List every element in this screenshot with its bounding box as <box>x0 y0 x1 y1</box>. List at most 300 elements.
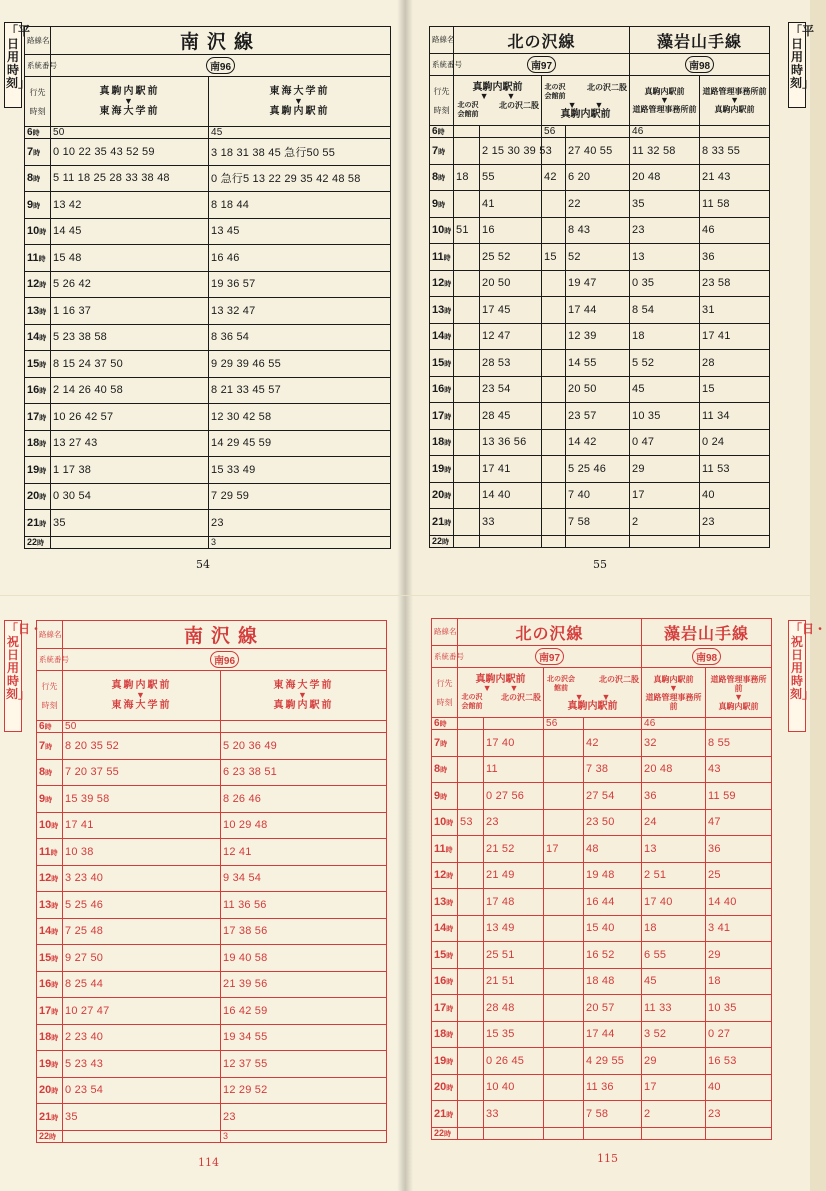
minutes-cell: 13 32 47 <box>209 298 391 325</box>
hour-row <box>37 865 387 892</box>
hour-suffix: 時 <box>446 926 454 934</box>
minutes-cell: 7 38 <box>584 756 642 783</box>
hour-value: 6 <box>434 718 440 729</box>
hour-cell <box>430 509 454 536</box>
hour-suffix: 時 <box>445 846 453 854</box>
hour-suffix: 時 <box>45 770 53 778</box>
minutes-cell: 10 35 <box>630 403 700 430</box>
hour-suffix: 時 <box>39 308 47 316</box>
minutes-cell: 16 46 <box>209 245 391 272</box>
minutes-cell: 50 <box>51 127 209 139</box>
minutes-cell: 47 <box>706 809 772 836</box>
minutes-cell: 17 <box>544 836 584 863</box>
page-number: 115 <box>597 1152 618 1165</box>
hour-suffix: 時 <box>440 767 448 775</box>
minutes-cell <box>458 1048 484 1075</box>
hour-cell <box>430 403 454 430</box>
minutes-cell: 13 <box>642 836 706 863</box>
minutes-cell <box>458 915 484 942</box>
minutes-cell: 56 <box>542 126 566 138</box>
hour-value: 11 <box>27 251 39 264</box>
hour-row <box>432 783 772 810</box>
minutes-cell: 10 38 <box>63 839 221 866</box>
hour-value: 8 <box>432 171 439 184</box>
minutes-cell: 15 40 <box>584 915 642 942</box>
hour-suffix: 時 <box>33 202 41 210</box>
minutes-cell: 5 25 46 <box>566 456 630 483</box>
hour-row <box>37 812 387 839</box>
hour-suffix: 時 <box>51 1035 59 1043</box>
minutes-cell: 23 <box>706 1101 772 1128</box>
minutes-cell: 11 34 <box>700 403 770 430</box>
minutes-cell: 8 36 54 <box>209 324 391 351</box>
minutes-cell: 2 <box>630 509 700 536</box>
hour-value: 8 <box>434 763 441 776</box>
minutes-cell: 7 20 37 55 <box>63 759 221 786</box>
hour-value: 15 <box>434 948 447 961</box>
minutes-cell <box>454 270 480 297</box>
minutes-cell <box>542 217 566 244</box>
minutes-cell <box>458 836 484 863</box>
hour-value: 20 <box>432 489 445 502</box>
minutes-cell: 2 15 30 39 53 <box>480 138 542 165</box>
minutes-cell <box>221 721 387 733</box>
hour-value: 22 <box>39 1130 50 1141</box>
minutes-cell: 5 52 <box>630 350 700 377</box>
minutes-cell: 15 33 49 <box>209 457 391 484</box>
minutes-cell <box>458 889 484 916</box>
minutes-cell: 46 <box>642 718 706 730</box>
hour-row <box>25 510 391 537</box>
hour-cell <box>432 809 458 836</box>
hour-value: 18 <box>432 436 445 449</box>
minutes-cell: 7 29 59 <box>209 483 391 510</box>
hour-cell <box>432 889 458 916</box>
minutes-cell: 3 <box>221 1130 387 1142</box>
minutes-cell: 18 <box>454 164 480 191</box>
hour-suffix: 時 <box>444 466 452 474</box>
hour-value: 11 <box>432 250 444 263</box>
hour-suffix: 時 <box>444 281 452 289</box>
minutes-cell: 7 25 48 <box>63 918 221 945</box>
minutes-cell: 28 <box>700 350 770 377</box>
minutes-cell: 27 54 <box>584 783 642 810</box>
hour-cell <box>25 127 51 139</box>
hour-cell <box>432 1127 458 1139</box>
hour-cell <box>25 351 51 378</box>
route-label: 路線名 <box>25 27 51 55</box>
minutes-cell <box>542 403 566 430</box>
hour-row <box>25 271 391 298</box>
hour-suffix: 時 <box>39 520 47 528</box>
minutes-cell: 43 <box>706 756 772 783</box>
timetable <box>431 618 772 1140</box>
time-label: 時刻 <box>41 700 58 710</box>
hour-suffix: 時 <box>446 873 454 881</box>
minutes-cell: 10 29 48 <box>221 812 387 839</box>
minutes-cell <box>458 1101 484 1128</box>
minutes-cell: 5 25 46 <box>63 892 221 919</box>
minutes-cell <box>458 730 484 757</box>
hour-row <box>430 350 770 377</box>
hour-cell <box>37 918 63 945</box>
hour-row <box>430 138 770 165</box>
hour-suffix: 時 <box>37 539 45 547</box>
hour-value: 10 <box>27 225 40 238</box>
hour-value: 13 <box>27 304 40 317</box>
minutes-cell: 3 23 40 <box>63 865 221 892</box>
hour-value: 6 <box>39 721 45 732</box>
hour-row <box>25 298 391 325</box>
hour-row <box>430 403 770 430</box>
hour-cell <box>37 721 63 733</box>
dir-a-from: 真駒内駅前 <box>99 86 160 97</box>
gutter-shadow <box>405 596 413 1191</box>
hour-cell <box>432 1021 458 1048</box>
minutes-cell: 15 48 <box>51 245 209 272</box>
hour-row <box>432 1074 772 1101</box>
minutes-cell: 55 <box>480 164 542 191</box>
hour-cell <box>430 297 454 324</box>
timetable <box>24 26 391 549</box>
page-55 <box>405 0 815 595</box>
hour-suffix: 時 <box>444 1130 452 1138</box>
minutes-cell: 50 <box>63 721 221 733</box>
system-number: 南96 <box>206 57 235 74</box>
minutes-cell: 11 36 <box>584 1074 642 1101</box>
minutes-cell: 42 <box>542 164 566 191</box>
minutes-cell <box>454 456 480 483</box>
minutes-cell <box>544 1021 584 1048</box>
hour-cell <box>430 323 454 350</box>
hour-suffix: 時 <box>39 282 47 290</box>
h1-top: 真駒内駅前 <box>475 673 526 685</box>
system-label: 系統番号 <box>25 55 51 77</box>
hour-suffix: 時 <box>51 1088 59 1096</box>
minutes-cell <box>544 1048 584 1075</box>
hour-value: 16 <box>434 975 447 988</box>
route-name-moiwayamanote: 藻岩山手線 <box>630 27 770 54</box>
hour-cell <box>37 1051 63 1078</box>
hour-cell <box>25 218 51 245</box>
minutes-cell: 21 43 <box>700 164 770 191</box>
h3-from-a: 真駒内駅前 <box>644 87 685 96</box>
minutes-cell: 18 <box>706 968 772 995</box>
minutes-cell <box>544 995 584 1022</box>
hour-cell <box>430 270 454 297</box>
hour-row <box>25 404 391 431</box>
minutes-cell: 0 23 54 <box>63 1077 221 1104</box>
down-arrow-icon: ▼ <box>730 95 739 105</box>
minutes-cell: 20 50 <box>566 376 630 403</box>
minutes-cell: 5 23 43 <box>63 1051 221 1078</box>
hour-value: 8 <box>39 766 46 779</box>
hour-row <box>430 244 770 271</box>
hour-value: 9 <box>434 789 441 802</box>
hour-row <box>432 1021 772 1048</box>
hour-cell <box>432 942 458 969</box>
hour-value: 21 <box>27 516 40 529</box>
hour-cell <box>432 995 458 1022</box>
h3-dest-b: 真駒内駅前 <box>718 701 759 711</box>
minutes-cell: 5 26 42 <box>51 271 209 298</box>
minutes-cell: 11 32 58 <box>630 138 700 165</box>
minutes-cell <box>542 429 566 456</box>
hour-value: 8 <box>27 172 34 185</box>
minutes-cell <box>454 126 480 138</box>
minutes-cell: 9 29 39 46 55 <box>209 351 391 378</box>
hour-row <box>37 839 387 866</box>
hour-value: 14 <box>39 925 52 938</box>
hour-suffix: 時 <box>39 467 47 475</box>
minutes-cell: 25 52 <box>480 244 542 271</box>
hour-value: 19 <box>434 1054 447 1067</box>
hour-cell <box>37 1104 63 1131</box>
minutes-cell: 19 48 <box>584 862 642 889</box>
hour-cell <box>25 324 51 351</box>
minutes-cell <box>544 783 584 810</box>
hour-cell <box>430 138 454 165</box>
hour-value: 21 <box>434 1107 447 1120</box>
minutes-cell <box>454 509 480 536</box>
minutes-cell <box>642 1127 706 1139</box>
hour-cell <box>25 483 51 510</box>
minutes-cell: 36 <box>700 244 770 271</box>
minutes-cell: 16 52 <box>584 942 642 969</box>
minutes-cell <box>458 995 484 1022</box>
minutes-cell: 27 40 55 <box>566 138 630 165</box>
hour-suffix: 時 <box>39 335 47 343</box>
minutes-cell <box>458 968 484 995</box>
minutes-cell: 3 41 <box>706 915 772 942</box>
minutes-cell <box>566 126 630 138</box>
hour-suffix: 時 <box>39 414 47 422</box>
minutes-cell: 17 45 <box>480 297 542 324</box>
time-label: 時刻 <box>29 106 46 116</box>
hour-suffix: 時 <box>50 849 58 857</box>
hour-row <box>430 535 770 547</box>
minutes-cell <box>544 889 584 916</box>
minutes-cell <box>480 535 542 547</box>
minutes-cell: 40 <box>706 1074 772 1101</box>
down-arrow-icon: ▼ <box>124 96 135 106</box>
hour-value: 7 <box>432 144 439 157</box>
minutes-cell: 0 27 <box>706 1021 772 1048</box>
minutes-cell: 22 <box>566 191 630 218</box>
minutes-cell <box>454 297 480 324</box>
hour-value: 13 <box>434 895 447 908</box>
hour-value: 6 <box>27 127 33 138</box>
minutes-cell: 13 49 <box>484 915 544 942</box>
hour-suffix: 時 <box>49 1133 57 1141</box>
minutes-cell <box>454 350 480 377</box>
minutes-cell: 13 42 <box>51 192 209 219</box>
dir-b-from: 東海大学前 <box>273 680 334 691</box>
hour-row <box>432 915 772 942</box>
hour-suffix: 時 <box>51 902 59 910</box>
minutes-cell <box>542 456 566 483</box>
minutes-cell: 45 <box>642 968 706 995</box>
hour-row <box>37 998 387 1025</box>
minutes-cell: 20 48 <box>642 756 706 783</box>
down-arrow-icon: ▼ ▼ <box>567 99 604 110</box>
minutes-cell: 28 53 <box>480 350 542 377</box>
minutes-cell: 0 47 <box>630 429 700 456</box>
minutes-cell <box>706 1127 772 1139</box>
hour-row <box>430 297 770 324</box>
minutes-cell <box>700 535 770 547</box>
minutes-cell: 23 54 <box>480 376 542 403</box>
hour-row <box>25 457 391 484</box>
timetable <box>36 620 387 1143</box>
hour-cell <box>37 759 63 786</box>
side-label: 「平日用時刻」 <box>4 22 22 108</box>
h2-from-b: 北の沢二股 <box>587 82 628 92</box>
hour-cell <box>25 430 51 457</box>
minutes-cell: 21 39 56 <box>221 971 387 998</box>
hour-cell <box>37 1024 63 1051</box>
minutes-cell <box>544 1074 584 1101</box>
minutes-cell: 53 <box>458 809 484 836</box>
hour-suffix: 時 <box>39 494 47 502</box>
hour-row <box>37 945 387 972</box>
minutes-cell: 8 18 44 <box>209 192 391 219</box>
route-label: 路線名 <box>432 619 458 646</box>
minutes-cell: 52 <box>566 244 630 271</box>
hour-cell <box>430 244 454 271</box>
minutes-cell: 0 26 45 <box>484 1048 544 1075</box>
minutes-cell: 6 23 38 51 <box>221 759 387 786</box>
minutes-cell: 36 <box>706 836 772 863</box>
minutes-cell <box>458 862 484 889</box>
hour-cell <box>37 892 63 919</box>
hour-cell <box>25 192 51 219</box>
hour-row <box>432 995 772 1022</box>
minutes-cell: 3 <box>209 536 391 548</box>
minutes-cell: 8 43 <box>566 217 630 244</box>
dir-a-from: 真駒内駅前 <box>111 680 172 691</box>
minutes-cell: 9 34 54 <box>221 865 387 892</box>
h1-dest-a: 北の沢会館前 <box>461 693 483 710</box>
h1-top: 真駒内駅前 <box>472 81 523 93</box>
hour-value: 18 <box>27 437 40 450</box>
hour-row <box>25 192 391 219</box>
hour-row <box>25 324 391 351</box>
hour-cell <box>37 786 63 813</box>
dest-label: 行先 <box>29 87 46 97</box>
down-arrow-icon: ▼ ▼ <box>479 90 516 101</box>
minutes-cell <box>63 1130 221 1142</box>
hour-row <box>430 323 770 350</box>
hour-value: 20 <box>39 1084 52 1097</box>
hour-suffix: 時 <box>446 1032 454 1040</box>
minutes-cell: 17 41 <box>63 812 221 839</box>
hour-suffix: 時 <box>443 254 451 262</box>
minutes-cell: 2 14 26 40 58 <box>51 377 209 404</box>
route-name-kitanosawa: 北の沢線 <box>454 27 630 54</box>
hour-cell <box>25 245 51 272</box>
hour-suffix: 時 <box>444 334 452 342</box>
hour-row <box>25 430 391 457</box>
hour-cell <box>432 783 458 810</box>
hour-value: 15 <box>27 357 40 370</box>
hour-suffix: 時 <box>446 1111 454 1119</box>
hour-cell <box>37 812 63 839</box>
hour-row <box>37 733 387 760</box>
minutes-cell: 7 58 <box>566 509 630 536</box>
minutes-cell: 6 55 <box>642 942 706 969</box>
minutes-cell: 18 <box>630 323 700 350</box>
minutes-cell <box>454 429 480 456</box>
hour-suffix: 時 <box>51 876 59 884</box>
h1-dest-a: 北の沢会館前 <box>457 101 479 118</box>
minutes-cell: 25 <box>706 862 772 889</box>
gutter-shadow <box>405 0 413 595</box>
timetable <box>429 26 770 548</box>
minutes-cell <box>458 942 484 969</box>
hour-suffix: 時 <box>444 387 452 395</box>
dir-b-from: 東海大学前 <box>269 86 330 97</box>
hour-suffix: 時 <box>39 361 47 369</box>
hour-row <box>432 1101 772 1128</box>
system-number-97: 南97 <box>535 648 564 665</box>
minutes-cell: 17 41 <box>480 456 542 483</box>
hour-value: 18 <box>39 1031 52 1044</box>
hour-row <box>25 165 391 192</box>
minutes-cell <box>542 270 566 297</box>
minutes-cell <box>484 718 544 730</box>
minutes-cell: 23 58 <box>700 270 770 297</box>
minutes-cell <box>630 535 700 547</box>
hour-cell <box>37 839 63 866</box>
gutter-shadow <box>397 0 405 595</box>
hour-cell <box>25 139 51 166</box>
hour-cell <box>25 377 51 404</box>
minutes-cell: 17 <box>642 1074 706 1101</box>
page-115 <box>405 596 826 1191</box>
hour-suffix: 時 <box>444 413 452 421</box>
hour-cell <box>430 191 454 218</box>
hour-cell <box>25 165 51 192</box>
minutes-cell: 16 42 59 <box>221 998 387 1025</box>
hour-cell <box>430 126 454 138</box>
hour-row <box>432 862 772 889</box>
minutes-cell: 17 41 <box>700 323 770 350</box>
hour-suffix: 時 <box>39 441 47 449</box>
hour-row <box>25 139 391 166</box>
minutes-cell: 18 48 <box>584 968 642 995</box>
minutes-cell <box>454 376 480 403</box>
hour-suffix: 時 <box>446 820 454 828</box>
hour-row <box>432 718 772 730</box>
minutes-cell: 8 25 44 <box>63 971 221 998</box>
hour-suffix: 時 <box>446 1058 454 1066</box>
hour-value: 14 <box>434 922 447 935</box>
hour-row <box>25 351 391 378</box>
minutes-cell: 0 27 56 <box>484 783 544 810</box>
minutes-cell <box>544 756 584 783</box>
hour-suffix: 時 <box>51 1061 59 1069</box>
hour-value: 6 <box>432 126 438 137</box>
hour-row <box>432 836 772 863</box>
dir-a-to: 東海大学前 <box>99 106 160 117</box>
hour-value: 11 <box>434 842 446 855</box>
hour-row <box>432 968 772 995</box>
hour-value: 18 <box>434 1028 447 1041</box>
minutes-cell: 51 <box>454 217 480 244</box>
hour-value: 22 <box>434 1127 445 1138</box>
dest-label: 行先 <box>433 86 450 96</box>
